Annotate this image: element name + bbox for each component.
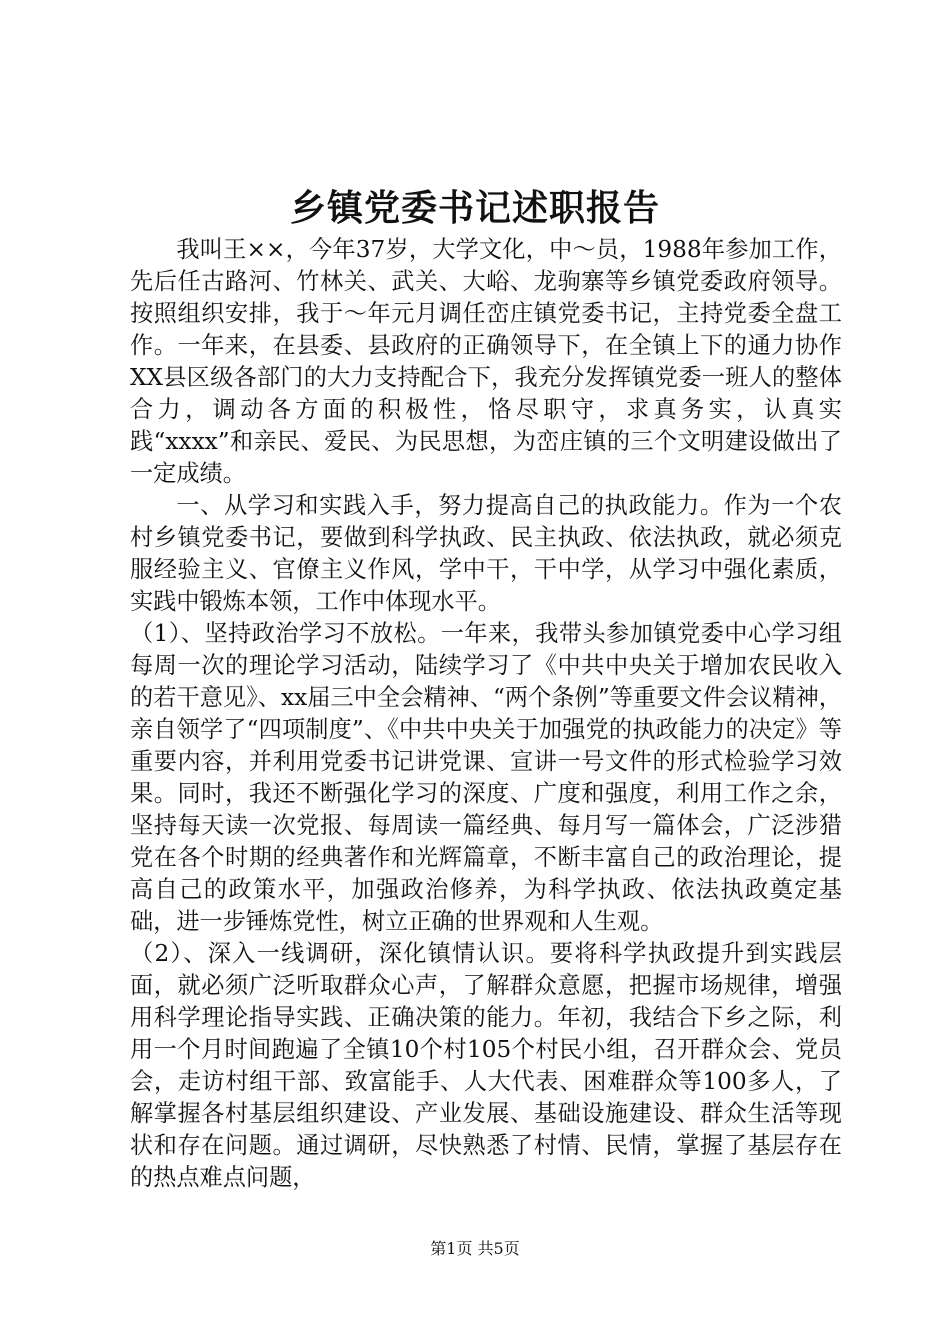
document-title: 乡镇党委书记述职报告 [289, 187, 660, 229]
paragraph-item-2: （2）、深入一线调研，深化镇情认识。要将科学执政提升到实践层面，就必须广泛听取群众心声，了解群众意愿，把握市场规律，增强用科学理论指导实践、正确决策的能力。年初，我结合下乡之际，利用一个月时间跑遍了全镇10个村105个村民小组，召开群众会、党员会，走访村组干部、致富能手、人大代表、困难群众等100多人，了解掌握各村基层组织建设、产业发展、基础设施建设、群众生活等现状和存在问题。通过调研，尽快熟悉了村情、民情，掌握了基层存在的热点难点问题， [130, 940, 842, 1191]
paragraph-intro: 我叫王××，今年37岁，大学文化，中～员，1988年参加工作，先后任古路河、竹林关、武关、大峪、龙驹寨等乡镇党委政府领导。按照组织安排，我于～年元月调任峦庄镇党委书记，主持党委全盘工作。一年来，在县委、县政府的正确领导下，在全镇上下的通力协作XX县区级各部门的大力支持配合下，我充分发挥镇党委一班人的整体合力，调动各方面的积极性，恪尽职守，求真务实，认真实践“xxxx”和亲民、爱民、为民思想，为峦庄镇的三个文明建设做出了一定成绩。 [130, 236, 842, 487]
document-body [130, 234, 842, 1194]
paragraph-item-1: （1）、坚持政治学习不放松。一年来，我带头参加镇党委中心学习组每周一次的理论学习活动，陆续学习了《中共中央关于增加农民收入的若干意见》、xx届三中全会精神、“两个条例”等重要文件会议精神，亲自领学了“四项制度”、《中共中央关于加强党的执政能力的决定》等重要内容，并利用党委书记讲党课、宣讲一号文件的形式检验学习效果。同时，我还不断强化学习的深度、广度和强度，利用工作之余，坚持每天读一次党报、每周读一篇经典、每月写一篇体会，广泛涉猎党在各个时期的经典著作和光辉篇章，不断丰富自己的政治理论，提高自己的政策水平，加强政治修养，为科学执政、依法执政奠定基础，进一步锤炼党性，树立正确的世界观和人生观。 [130, 620, 842, 935]
page-number-footer: 第1页 共5页 [430, 1239, 520, 1258]
paragraph-section-one: 一、从学习和实践入手，努力提高自己的执政能力。作为一个农村乡镇党委书记，要做到科学执政、民主执政、依法执政，就必须克服经验主义、官僚主义作风，学中干，干中学，从学习中强化素质，实践中锻炼本领，工作中体现水平。 [130, 492, 842, 615]
